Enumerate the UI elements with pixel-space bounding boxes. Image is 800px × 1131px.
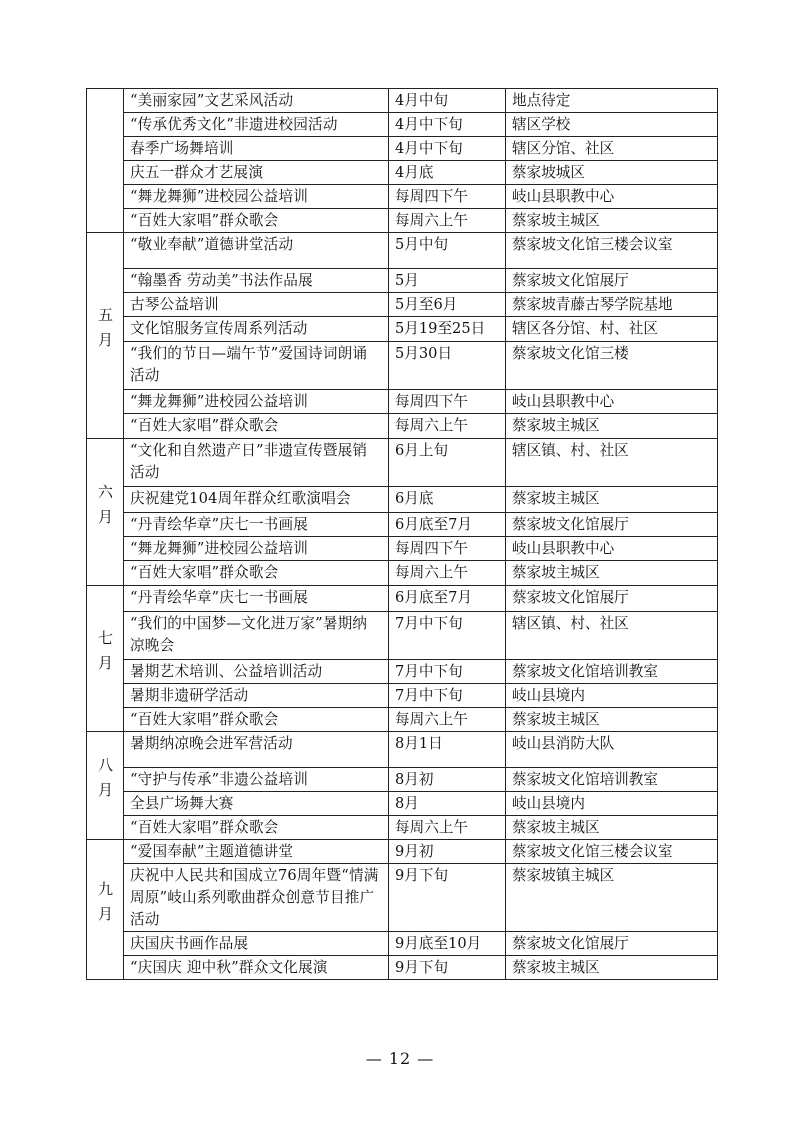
month-label: 六月 [96, 483, 114, 534]
time-cell: 5月至6月 [389, 293, 506, 317]
place-cell: 蔡家坡文化馆三楼会议室 [506, 233, 718, 269]
table-row [87, 561, 718, 586]
place-cell: 蔡家坡主城区 [506, 708, 718, 732]
place-cell: 岐山县职教中心 [506, 390, 718, 414]
time-cell: 每周六上午 [389, 816, 506, 840]
time-cell: 8月1日 [389, 732, 506, 768]
time-cell: 9月下旬 [389, 864, 506, 932]
table-row [87, 137, 718, 161]
place-cell: 蔡家坡主城区 [506, 209, 718, 233]
place-cell: 岐山县境内 [506, 792, 718, 816]
time-cell: 4月中旬 [389, 89, 506, 113]
time-cell: 4月底 [389, 161, 506, 185]
time-cell: 9月初 [389, 840, 506, 864]
event-cell: “传承优秀文化”非遗进校园活动 [124, 113, 389, 137]
event-cell: “我们的中国梦—文化进万家”暑期纳凉晚会 [124, 612, 389, 660]
place-cell: 岐山县消防大队 [506, 732, 718, 768]
event-cell: 暑期非遗研学活动 [124, 684, 389, 708]
place-cell: 蔡家坡青藤古琴学院基地 [506, 293, 718, 317]
page-number: — 12 — [365, 1049, 435, 1068]
event-cell: 庆国庆书画作品展 [124, 932, 389, 956]
place-cell: 蔡家坡文化馆三楼 [506, 342, 718, 390]
event-cell: “舞龙舞狮”进校园公益培训 [124, 390, 389, 414]
table-row [87, 864, 718, 932]
place-cell: 蔡家坡主城区 [506, 561, 718, 586]
time-cell: 5月中旬 [389, 233, 506, 269]
table-row [87, 708, 718, 732]
table-row [87, 513, 718, 537]
time-cell: 每周六上午 [389, 414, 506, 439]
table-row [87, 487, 718, 513]
time-cell: 5月 [389, 269, 506, 293]
month-label: 九月 [96, 881, 114, 931]
time-cell: 每周六上午 [389, 209, 506, 233]
time-cell: 6月上旬 [389, 439, 506, 487]
month-label: 八月 [96, 757, 114, 807]
table-row [87, 414, 718, 439]
month-cell [87, 233, 124, 439]
place-cell: 蔡家坡城区 [506, 161, 718, 185]
place-cell: 蔡家坡主城区 [506, 816, 718, 840]
table-row [87, 840, 718, 864]
time-cell: 8月 [389, 792, 506, 816]
event-cell: “我们的节日—端午节”爱国诗词朗诵活动 [124, 342, 389, 390]
activity-schedule-table [86, 88, 718, 980]
month-label: 五月 [96, 307, 114, 357]
time-cell: 6月底至7月 [389, 513, 506, 537]
event-cell: “丹青绘华章”庆七一书画展 [124, 513, 389, 537]
event-cell: “美丽家园”文艺采风活动 [124, 89, 389, 113]
place-cell: 辖区镇、村、社区 [506, 612, 718, 660]
event-cell: “丹青绘华章”庆七一书画展 [124, 586, 389, 612]
place-cell: 蔡家坡文化馆展厅 [506, 269, 718, 293]
month-label: 七月 [96, 630, 114, 680]
time-cell: 每周六上午 [389, 708, 506, 732]
table-row [87, 792, 718, 816]
place-cell: 蔡家坡文化馆三楼会议室 [506, 840, 718, 864]
event-cell: “百姓大家唱”群众歌会 [124, 414, 389, 439]
event-cell: “翰墨香 劳动美”书法作品展 [124, 269, 389, 293]
event-cell: “敬业奉献”道德讲堂活动 [124, 233, 389, 269]
table-row [87, 293, 718, 317]
place-cell: 蔡家坡主城区 [506, 956, 718, 980]
table-row [87, 317, 718, 342]
event-cell: “守护与传承”非遗公益培训 [124, 768, 389, 792]
table-row [87, 161, 718, 185]
table-row [87, 439, 718, 487]
time-cell: 5月19至25日 [389, 317, 506, 342]
time-cell: 每周四下午 [389, 185, 506, 209]
table-row [87, 932, 718, 956]
table-row [87, 113, 718, 137]
place-cell: 蔡家坡文化馆培训教室 [506, 768, 718, 792]
table-row [87, 956, 718, 980]
event-cell: “百姓大家唱”群众歌会 [124, 708, 389, 732]
place-cell: 蔡家坡文化馆展厅 [506, 586, 718, 612]
place-cell: 辖区分馆、社区 [506, 137, 718, 161]
event-cell: “爱国奉献”主题道德讲堂 [124, 840, 389, 864]
time-cell: 6月底 [389, 487, 506, 513]
time-cell: 每周六上午 [389, 561, 506, 586]
place-cell: 蔡家坡主城区 [506, 487, 718, 513]
time-cell: 每周四下午 [389, 390, 506, 414]
table-row [87, 342, 718, 390]
event-cell: 全县广场舞大赛 [124, 792, 389, 816]
place-cell: 岐山县职教中心 [506, 185, 718, 209]
event-cell: 古琴公益培训 [124, 293, 389, 317]
event-cell: 暑期艺术培训、公益培训活动 [124, 660, 389, 684]
time-cell: 7月中下旬 [389, 660, 506, 684]
event-cell: “舞龙舞狮”进校园公益培训 [124, 185, 389, 209]
event-cell: “百姓大家唱”群众歌会 [124, 816, 389, 840]
event-cell: 暑期纳凉晚会进军营活动 [124, 732, 389, 768]
table-row [87, 89, 718, 113]
event-cell: “百姓大家唱”群众歌会 [124, 209, 389, 233]
schedule-body [87, 89, 718, 980]
place-cell: 蔡家坡文化馆展厅 [506, 513, 718, 537]
time-cell: 4月中下旬 [389, 113, 506, 137]
time-cell: 9月底至10月 [389, 932, 506, 956]
time-cell: 7月中下旬 [389, 684, 506, 708]
place-cell: 地点待定 [506, 89, 718, 113]
event-cell: “百姓大家唱”群众歌会 [124, 561, 389, 586]
month-cell [87, 840, 124, 980]
place-cell: 蔡家坡文化馆展厅 [506, 932, 718, 956]
place-cell: 岐山县职教中心 [506, 537, 718, 561]
table-row [87, 269, 718, 293]
place-cell: 蔡家坡主城区 [506, 414, 718, 439]
month-cell [87, 586, 124, 732]
table-row [87, 209, 718, 233]
month-cell [87, 439, 124, 586]
place-cell: 辖区镇、村、社区 [506, 439, 718, 487]
place-cell: 蔡家坡镇主城区 [506, 864, 718, 932]
time-cell: 6月底至7月 [389, 586, 506, 612]
event-cell: 庆祝中人民共和国成立76周年暨“情满周原”岐山系列歌曲群众创意节目推广活动 [124, 864, 389, 932]
time-cell: 7月中下旬 [389, 612, 506, 660]
time-cell: 9月下旬 [389, 956, 506, 980]
table-row [87, 185, 718, 209]
table-row [87, 537, 718, 561]
time-cell: 4月中下旬 [389, 137, 506, 161]
table-row [87, 390, 718, 414]
place-cell: 辖区学校 [506, 113, 718, 137]
time-cell: 5月30日 [389, 342, 506, 390]
place-cell: 岐山县境内 [506, 684, 718, 708]
place-cell: 蔡家坡文化馆培训教室 [506, 660, 718, 684]
time-cell: 8月初 [389, 768, 506, 792]
event-cell: 春季广场舞培训 [124, 137, 389, 161]
time-cell: 每周四下午 [389, 537, 506, 561]
month-cell [87, 89, 124, 233]
event-cell: 文化馆服务宣传周系列活动 [124, 317, 389, 342]
table-row [87, 586, 718, 612]
event-cell: 庆祝建党104周年群众红歌演唱会 [124, 487, 389, 513]
month-cell [87, 732, 124, 840]
table-row [87, 732, 718, 768]
event-cell: “文化和自然遗产日”非遗宣传暨展销活动 [124, 439, 389, 487]
event-cell: 庆五一群众才艺展演 [124, 161, 389, 185]
event-cell: “舞龙舞狮”进校园公益培训 [124, 537, 389, 561]
table-row [87, 233, 718, 269]
table-row [87, 660, 718, 684]
table-row [87, 768, 718, 792]
table-row [87, 612, 718, 660]
table-row [87, 684, 718, 708]
event-cell: “庆国庆 迎中秋”群众文化展演 [124, 956, 389, 980]
table-row [87, 816, 718, 840]
place-cell: 辖区各分馆、村、社区 [506, 317, 718, 342]
